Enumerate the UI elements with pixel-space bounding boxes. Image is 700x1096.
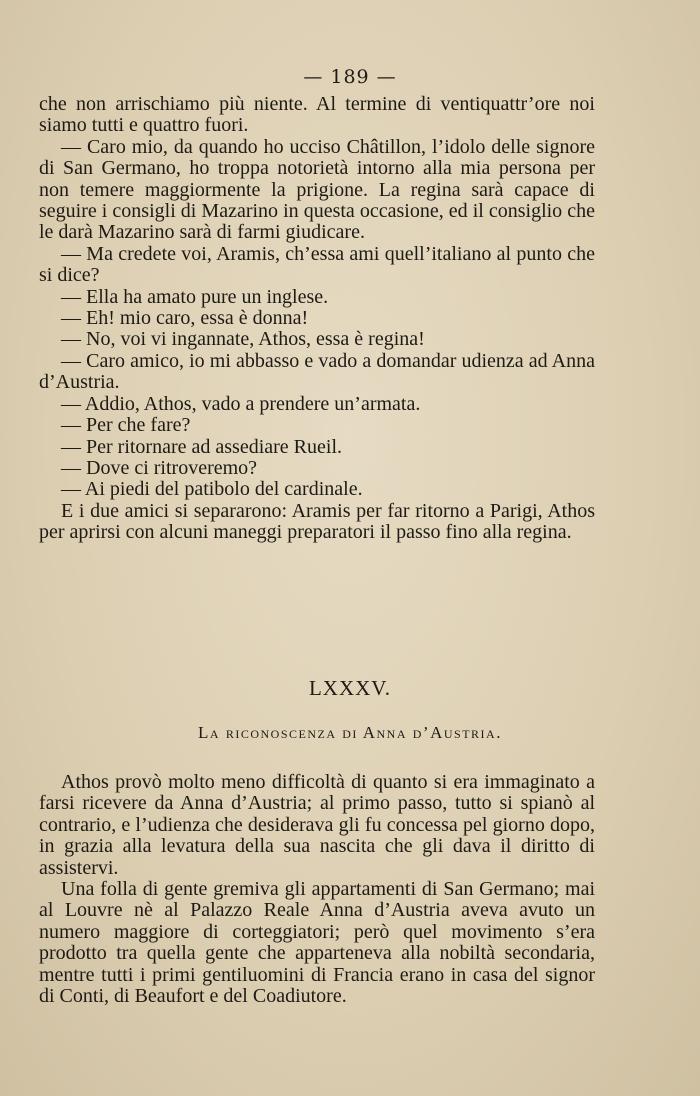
paragraph: — Dove ci ritroveremo? (61, 456, 258, 479)
paragraph: Athos provò molto meno difficoltà di quanto si era immaginato a farsi ricevere da Anna d’Austria; al primo passo, tutto si spianò al contrario, e l’udienza che desiderava gli fu concessa pel giorno dopo, in grazia alla levatura della sua nascita che gli dava il diritto di assistervi. (39, 771, 595, 879)
paragraph: che non arrischiamo più niente. Al termine di ventiquattr’ore noi siamo tutti e quattro fuori. (39, 93, 595, 137)
chapter-number: LXXXV. (308, 676, 392, 700)
chapter-body (39, 772, 595, 1007)
paragraph: — Eh! mio caro, essa è donna! (61, 307, 309, 330)
paragraph: E i due amici si separarono: Aramis per far ritorno a Parigi, Athos per aprirsi con alcuni maneggi preparatori il passo fino alla regina. (39, 499, 595, 544)
paragraph: — Per che fare? (61, 414, 191, 437)
dialogue-section (39, 94, 595, 544)
paragraph: — Addio, Athos, vado a prendere un’armata. (61, 392, 421, 415)
paragraph: — No, voi vi ingannate, Athos, essa è regina! (61, 328, 425, 351)
paragraph: — Per ritornare ad assediare Rueil. (61, 435, 343, 458)
page-number: — 189 — (303, 66, 397, 88)
paragraph: — Ella ha amato pure un inglese. (61, 285, 329, 308)
paragraph: — Ma credete voi, Aramis, ch’essa ami quell’italiano al punto che si dice? (39, 242, 595, 287)
chapter-title: La riconoscenza di Anna d’Austria. (198, 723, 502, 742)
paragraph: — Ai piedi del patibolo del cardinale. (61, 478, 363, 501)
paragraph: — Caro amico, io mi abbasso e vado a domandar udienza ad Anna d’Austria. (39, 349, 595, 394)
paragraph: Una folla di gente gremiva gli appartamenti di San Germano; mai al Louvre nè al Palazzo Reale Anna d’Austria aveva avuto un numero maggiore di corteggiatori; però quel movimento s’era prodotto tra quella gente che apparteneva alla nobiltà secondaria, mentre tutti i primi gentiluomini di Francia erano in casa del signor di Conti, di Beaufort e del Coadiutore. (39, 878, 595, 1008)
paragraph: — Caro mio, da quando ho ucciso Châtillon, l’idolo delle signore di San Germano, ho troppa notorietà intorno alla mia persona per non temere maggiormente la prigione. La regina sarà capace di seguire i consigli di Mazarino in questa occasione, ed il consiglio che le darà Mazarino sarà di farmi giudicare. (39, 135, 595, 244)
